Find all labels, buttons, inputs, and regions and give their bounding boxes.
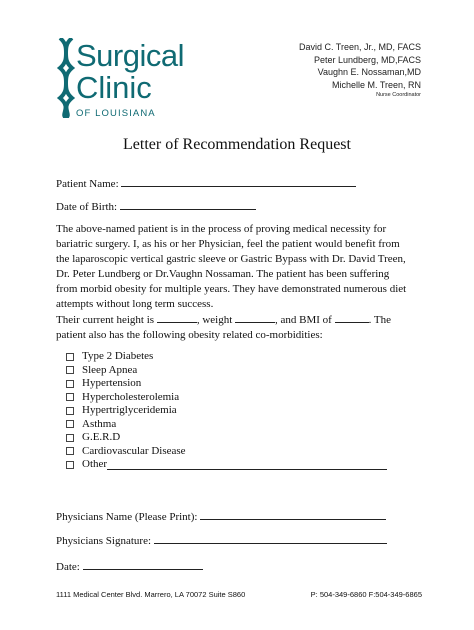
checkbox-icon[interactable] bbox=[66, 393, 74, 401]
paragraph-line: from morbid obesity for multiple years. They have demonstrated numerous diet bbox=[56, 283, 407, 295]
checkbox-icon[interactable] bbox=[66, 380, 74, 388]
checkbox-icon[interactable] bbox=[66, 434, 74, 442]
patient-name-label: Patient Name: bbox=[56, 178, 119, 190]
patient-name-field[interactable] bbox=[121, 175, 356, 187]
comorbidity-label: Other bbox=[82, 458, 108, 470]
checkbox-icon[interactable] bbox=[66, 461, 74, 469]
footer bbox=[56, 590, 422, 599]
comorbidity-label: Sleep Apnea bbox=[82, 363, 138, 376]
staff-name: Vaughn E. Nossaman,MD bbox=[317, 67, 421, 77]
staff-name: Peter Lundberg, MD,FACS bbox=[313, 54, 421, 65]
physician-signature-row bbox=[56, 532, 387, 549]
comorbidities-intro: patient also has the following obesity related co-morbidities: bbox=[56, 329, 323, 341]
dob-label: Date of Birth: bbox=[56, 201, 118, 213]
checkbox-icon[interactable] bbox=[66, 407, 74, 415]
logo-line-clinic: Clinic bbox=[76, 70, 152, 105]
date-field[interactable] bbox=[83, 558, 203, 570]
footer-address: 1111 Medical Center Blvd. Marrero, LA 70072 Suite S860 bbox=[56, 590, 246, 599]
comorbidity-label: Cardiovascular Disease bbox=[82, 444, 186, 457]
checkbox-icon[interactable] bbox=[66, 353, 74, 361]
staff-list bbox=[299, 41, 421, 99]
dob-field[interactable] bbox=[120, 198, 256, 210]
comorbidity-item bbox=[66, 391, 387, 405]
paragraph-line: bariatric surgery. I, as his or her Physician, feel the patient would benefit from bbox=[56, 238, 400, 250]
comorbidity-item bbox=[66, 377, 387, 391]
weight-field[interactable] bbox=[235, 311, 275, 323]
bmi-label: , and BMI of bbox=[275, 314, 332, 326]
comorbidity-item bbox=[66, 445, 387, 459]
comorbidity-label: G.E.R.D bbox=[82, 431, 121, 443]
page-title: Letter of Recommendation Request bbox=[123, 136, 351, 153]
measurements-paragraph bbox=[56, 311, 428, 343]
date-row bbox=[56, 558, 203, 575]
physician-name-field[interactable] bbox=[200, 508, 386, 520]
physician-name-row bbox=[56, 508, 386, 525]
comorbidity-item bbox=[66, 404, 387, 418]
staff-role: Nurse Coordinator bbox=[376, 92, 421, 98]
height-label: Their current height is bbox=[56, 314, 155, 326]
physician-name-label: Physicians Name (Please Print): bbox=[56, 511, 198, 523]
comorbidity-label: Hypertriglyceridemia bbox=[82, 404, 177, 416]
patient-name-row bbox=[56, 175, 356, 192]
paragraph-suffix: . The bbox=[368, 314, 391, 326]
comorbidity-label: Hypercholesterolemia bbox=[82, 390, 180, 403]
staff-name: Michelle M. Treen, RN bbox=[331, 79, 421, 90]
comorbidity-item bbox=[66, 364, 387, 378]
other-field[interactable] bbox=[107, 459, 387, 470]
comorbidity-label: Hypertension bbox=[82, 377, 142, 389]
comorbidity-item bbox=[66, 431, 387, 445]
height-field[interactable] bbox=[157, 311, 197, 323]
weight-label: , weight bbox=[196, 314, 233, 326]
comorbidity-label: Asthma bbox=[82, 417, 117, 430]
checkbox-icon[interactable] bbox=[66, 447, 74, 455]
paragraph-line: The above-named patient is in the process of proving medical necessity for bbox=[56, 223, 387, 235]
checkbox-icon[interactable] bbox=[66, 420, 74, 428]
physician-signature-field[interactable] bbox=[154, 532, 387, 544]
logo-line-surgical: Surgical bbox=[76, 38, 184, 73]
staff-name: David C. Treen, Jr., MD, FACS bbox=[298, 42, 421, 52]
dob-row bbox=[56, 198, 256, 215]
logo-line-louisiana: OF LOUISIANA bbox=[76, 108, 156, 119]
date-label: Date: bbox=[56, 561, 80, 573]
dna-helix-logo-icon bbox=[56, 38, 76, 118]
footer-phone: P: 504-349-6860 F:504-349-6865 bbox=[310, 590, 422, 599]
bmi-field[interactable] bbox=[335, 311, 369, 323]
paragraph-line: the laparoscopic vertical gastric sleeve or Gastric Bypass with Dr. David Treen, bbox=[56, 253, 406, 265]
paragraph-line: attempts without long term success. bbox=[56, 298, 214, 310]
comorbidity-item bbox=[66, 418, 387, 432]
comorbidity-checklist bbox=[66, 350, 387, 472]
checkbox-icon[interactable] bbox=[66, 366, 74, 374]
comorbidity-item bbox=[66, 458, 387, 472]
comorbidity-item bbox=[66, 350, 387, 364]
paragraph-line: Dr. Peter Lundberg or Dr.Vaughn Nossaman. The patient has been suffering bbox=[56, 268, 390, 280]
comorbidity-label: Type 2 Diabetes bbox=[82, 350, 154, 362]
recommendation-paragraph bbox=[56, 222, 428, 312]
physician-signature-label: Physicians Signature: bbox=[56, 535, 152, 547]
